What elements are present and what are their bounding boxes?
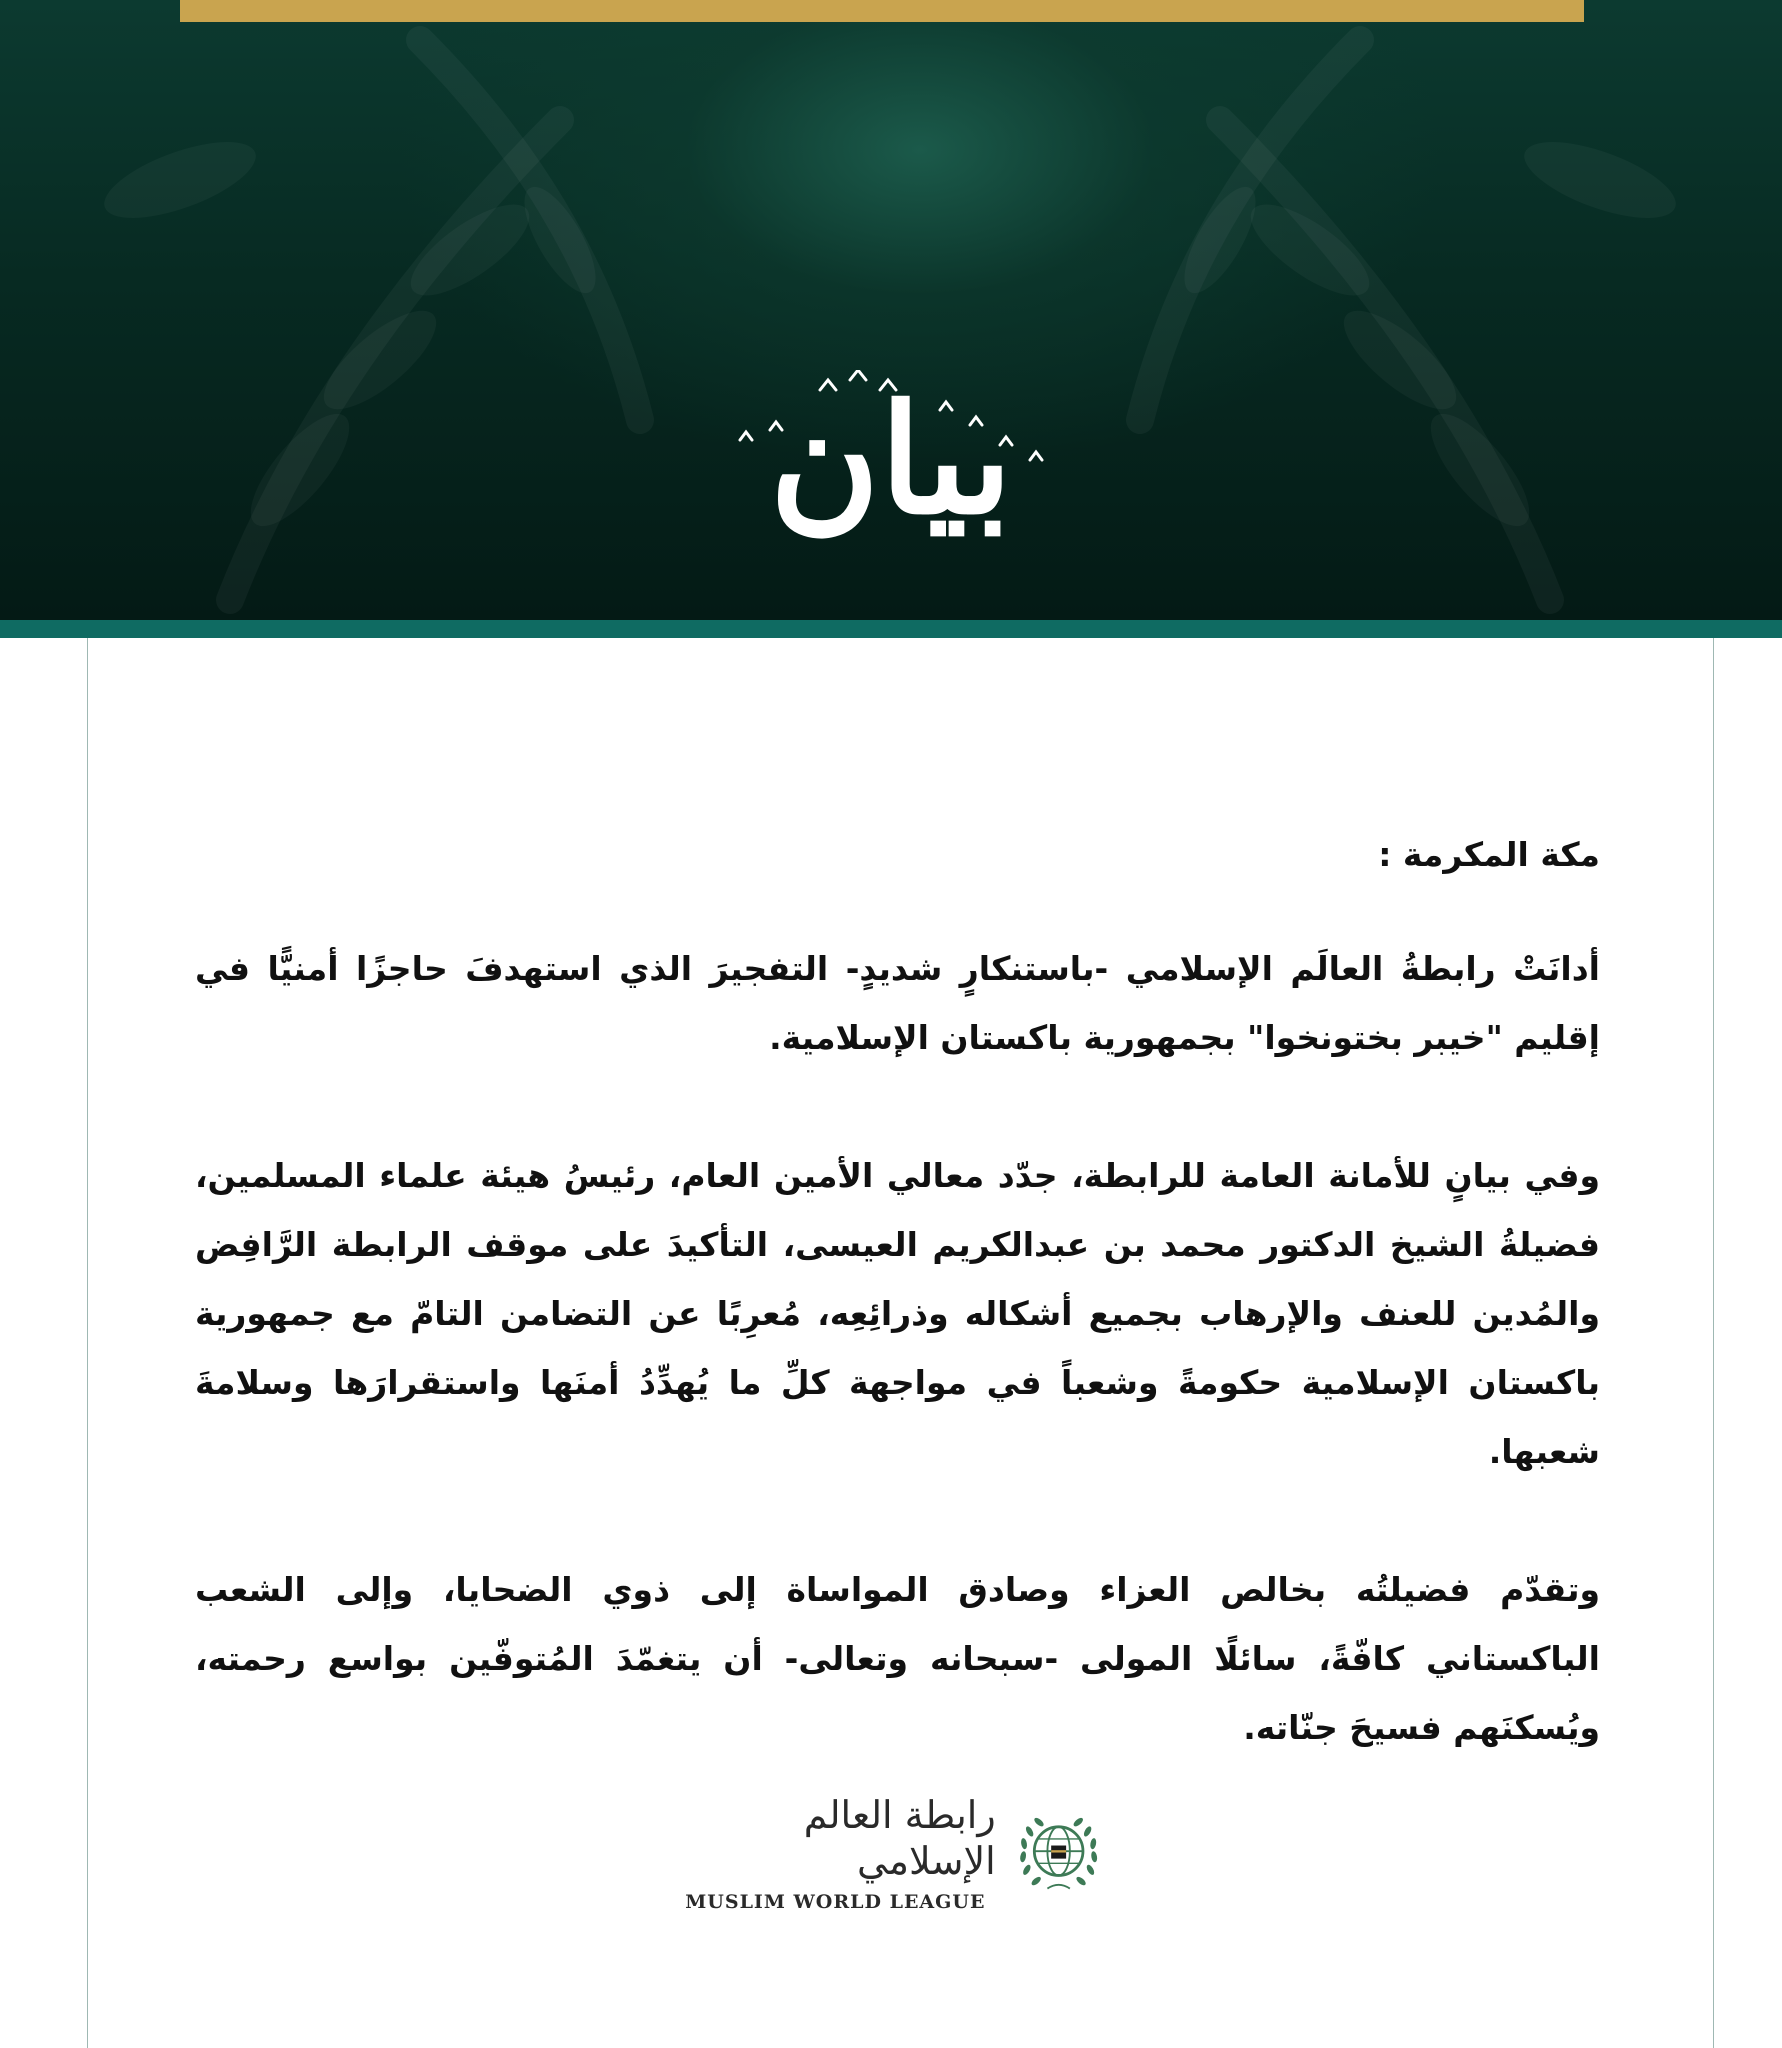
gold-top-bar — [180, 0, 1584, 22]
header-banner — [0, 0, 1782, 620]
statement-paragraph-2: وفي بيانٍ للأمانة العامة للرابطة، جدّد معالي الأمين العام، رئيسُ هيئة علماء المسلمين، فضيلةُ الشيخ الدكتور محمد بن عبدالكريم العيسى، التأكيدَ على موقف الرابطة الرَّافِض والمُدين للعنف والإرهاب بجميع أشكاله وذرائِعِه، مُعرِبًا عن التضامن التامّ مع جمهورية باكستان الإسلامية حكومةً وشعباً في مواجهة كلِّ ما يُهدِّدُ أمنَها واستقرارَها وسلامةَ شعبها. — [195, 1156, 1600, 1471]
muslim-world-league-logo — [675, 1793, 1107, 1913]
logo-text-block — [675, 1793, 996, 1912]
logo-english-text: MUSLIM WORLD LEAGUE — [685, 1890, 986, 1913]
statement-paragraph-1: أدانَتْ رابطةُ العالَم الإسلامي -باستنكارٍ شديدٍ- التفجيرَ الذي استهدفَ حاجزًا أمنيًّا في إقليم "خيبر بختونخوا" بجمهورية باكستان الإسلامية. — [195, 949, 1600, 1057]
teal-divider — [0, 620, 1782, 638]
page-title: بيان — [769, 372, 1013, 548]
logo-arabic-text: رابطة العالم الإسلامي — [803, 1793, 996, 1883]
right-border-line — [1713, 638, 1714, 2048]
statement-body — [195, 820, 1600, 1831]
globe-wreath-emblem-icon — [1010, 1801, 1107, 1905]
place-heading: مكة المكرمة : — [1378, 835, 1600, 874]
title-container — [641, 360, 1141, 560]
statement-paragraph-3: وتقدّم فضيلتُه بخالص العزاء وصادق المواساة إلى ذوي الضحايا، وإلى الشعب الباكستاني كافّةً، سائلًا المولى -سبحانه وتعالى- أن يتغمّدَ المُتوفّين بواسع رحمته، ويُسكنَهم فسيحَ جنّاته. — [195, 1570, 1600, 1747]
left-border-line — [87, 638, 88, 2048]
